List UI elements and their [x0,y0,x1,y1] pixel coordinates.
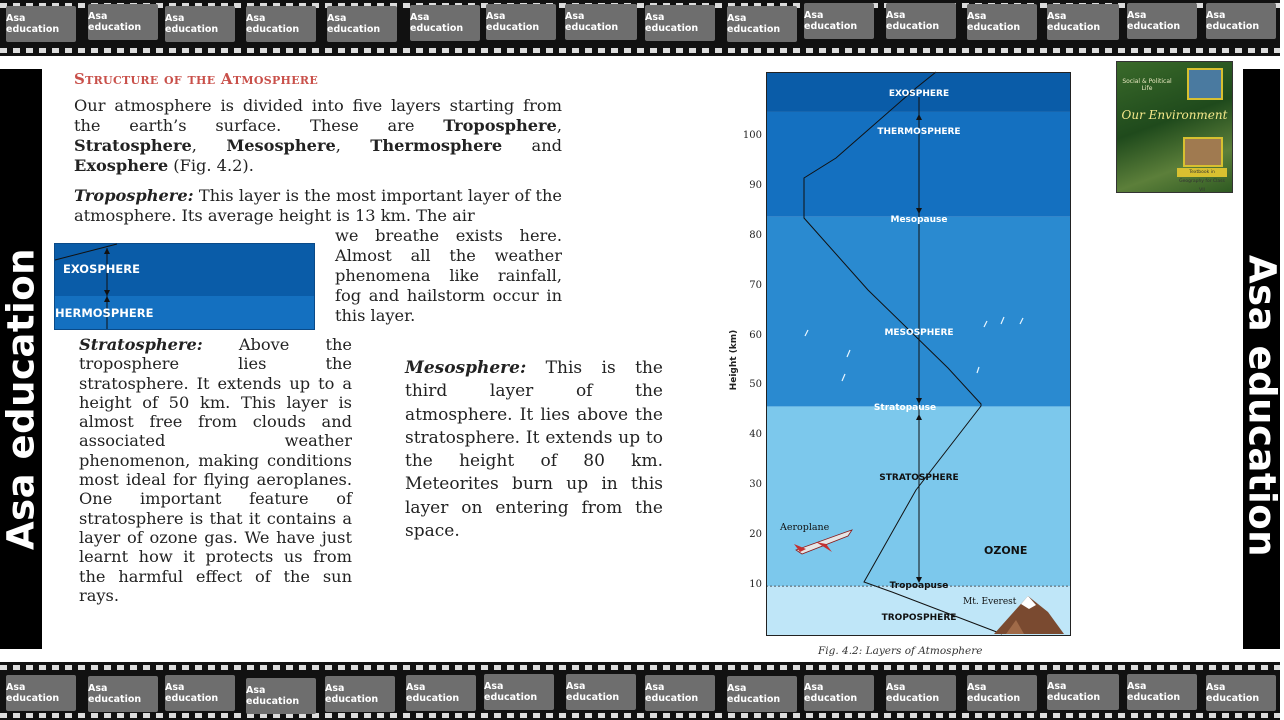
watermark-tab: Asa education [246,6,316,42]
watermark-tab: Asa education [1206,675,1276,711]
y-tick-label: 10 [749,579,762,591]
watermark-tab: Asa education [325,676,395,712]
stratosphere-text: Above the troposphere lies the stratosphere. It extends up to a height of 50 km. This layer is almost free from clouds and associated weather phenomenon, making conditions most ideal for flying aeroplanes. One important feature of stratosphere is that it contains a layer of ozone gas. We have just learnt how it protects us from the harmful effect of the sun rays. [79,335,352,605]
troposphere-paragraph [74,186,562,226]
intro-text: , [191,136,227,155]
mesosphere-text: This is the third layer of the atmosphere. It lies above the stratosphere. It extends up to the height of 80 km. Meteorites burn up in this layer on entering from the space. [405,358,663,542]
mesosphere-label: MESOSPHERE [884,328,954,338]
exosphere-label: EXOSPHERE [888,89,950,99]
watermark-tab: Asa education [804,675,874,711]
film-strip-bottom [0,662,1280,720]
stratosphere-paragraph [79,335,352,605]
watermark-tab: Asa education [484,674,554,710]
watermark-tab: Asa education [6,6,76,42]
troposphere-term: Troposphere: [74,186,194,205]
right-watermark-bar [1240,69,1284,649]
watermark-tab: Asa education [886,3,956,39]
book-series: Social & Political Life [1122,78,1172,92]
term-stratosphere: Stratosphere [74,136,192,155]
ozone-label: OZONE [984,544,1028,557]
y-tick-label: 40 [749,429,762,441]
watermark-tab: Asa education [327,6,397,42]
book-tag: Textbook in Geography for Class VII [1177,168,1227,177]
inset-exosphere-label: EXOSPHERE [63,262,140,276]
watermark-tab: Asa education [88,4,158,40]
watermark-tab: Asa education [1127,3,1197,39]
intro-paragraph [74,96,562,176]
term-thermosphere: Thermosphere [370,136,503,155]
watermark-tab: Asa education [886,675,956,711]
troposphere-continued-text: we breathe exists here. Almost all the weather phenomena like rainfall, fog and hailstorm occur in this layer. [335,226,562,325]
watermark-tab: Asa education [967,4,1037,40]
y-tick-label: 50 [749,379,762,391]
troposphere-label: TROPOSPHERE [881,613,957,623]
term-troposphere: Troposphere [443,116,557,135]
y-tick-label: 30 [749,479,762,491]
sprocket-holes [0,665,1280,670]
watermark-tab: Asa education [1206,3,1276,39]
term-exosphere: Exosphere [74,156,169,175]
intro-text: Our atmosphere is divided into five layers starting from the earth’s surface. These are [74,96,562,135]
watermark-tab: Asa education [645,5,715,41]
stratosphere-label: STRATOSPHERE [879,473,959,483]
term-mesosphere: Mesosphere [226,136,336,155]
y-tick-label: 70 [749,279,762,291]
book-title: Our Environment [1121,108,1228,122]
watermark-tab: Asa education [1047,4,1119,40]
troposphere-text: This layer is the most important layer of the atmosphere. Its average height is 13 km. The air [74,186,562,225]
watermark-tab: Asa education [727,676,797,712]
y-tick-label: 90 [749,179,762,191]
sprocket-holes [0,48,1280,53]
troposphere-continued [335,226,562,326]
intro-text: and [502,136,563,155]
y-axis-label: Height (km) [729,329,739,391]
intro-text: , [556,116,562,135]
watermark-tab: Asa education [565,4,637,40]
stratopause-label: Stratopause [873,403,937,413]
figure-caption: Fig. 4.2: Layers of Atmosphere [818,645,983,657]
mesosphere-paragraph [405,357,663,543]
y-tick-label: 80 [749,229,762,241]
mesopause-label: Mesopause [890,215,948,225]
y-tick-label: 60 [749,329,762,341]
tropopause-label: Tropoapuse [889,581,949,591]
watermark-tab: Asa education [406,675,476,711]
mesosphere-term: Mesosphere: [405,358,527,378]
watermark-tab: Asa education [246,678,316,714]
left-watermark-text: Asa education [0,248,43,550]
y-tick-label: 20 [749,529,762,541]
inset-layer-figure [54,243,315,330]
cover-photo [1187,68,1223,100]
watermark-tab: Asa education [566,674,636,710]
watermark-tab: Asa education [165,6,235,42]
watermark-tab: Asa education [88,676,158,712]
left-watermark-bar [0,69,42,649]
book-cover [1116,61,1233,193]
watermark-tab: Asa education [410,5,480,41]
watermark-tab: Asa education [1127,674,1197,710]
film-strip-top [0,0,1280,56]
aeroplane-label: Aeroplane [780,522,830,533]
y-tick-label: 100 [742,129,762,141]
atmosphere-figure [766,72,1071,636]
stratosphere-term: Stratosphere: [79,335,203,354]
watermark-tab: Asa education [1047,674,1119,710]
watermark-tab: Asa education [804,3,874,39]
mt-everest-label: Mt. Everest [963,597,1017,607]
watermark-tab: Asa education [645,675,715,711]
intro-text: (Fig. 4.2). [168,156,254,175]
cover-photo [1183,137,1223,167]
sprocket-holes [0,713,1280,718]
watermark-tab: Asa education [486,4,556,40]
inset-thermosphere-label: HERMOSPHERE [55,306,154,320]
thermosphere-label: THERMOSPHERE [877,127,961,137]
watermark-tab: Asa education [967,675,1037,711]
watermark-tab: Asa education [165,675,235,711]
right-watermark-text: Asa education [1240,255,1284,557]
section-heading: Structure of the Atmosphere [74,70,319,88]
watermark-tab: Asa education [6,675,76,711]
watermark-tab: Asa education [727,6,797,42]
intro-text: , [335,136,371,155]
